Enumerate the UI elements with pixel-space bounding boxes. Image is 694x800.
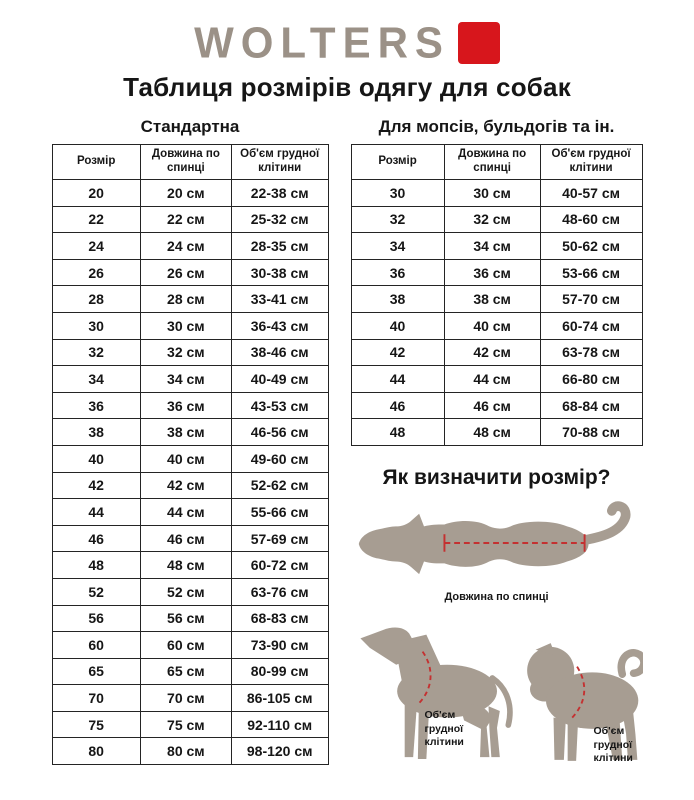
column-header-back-length: Довжина по спинці: [444, 145, 540, 180]
table-cell: 42: [52, 472, 140, 499]
table-cell: 80-99 см: [231, 658, 328, 685]
table-cell: 98-120 см: [231, 738, 328, 765]
table-cell: 44 см: [444, 366, 540, 393]
table-row: [351, 366, 642, 393]
table-cell: 32: [351, 206, 444, 233]
table-cell: 46: [52, 525, 140, 552]
table-row: [52, 366, 328, 393]
table-cell: 28-35 см: [231, 233, 328, 260]
table-cell: 40-49 см: [231, 366, 328, 393]
table-cell: 52: [52, 578, 140, 605]
table-cell: 46-56 см: [231, 419, 328, 446]
table-cell: 52 см: [140, 578, 231, 605]
table-cell: 44: [351, 366, 444, 393]
table-cell: 38: [52, 419, 140, 446]
table-header-row: [351, 145, 642, 180]
table-row: [52, 419, 328, 446]
table-cell: 30 см: [140, 312, 231, 339]
table-cell: 38 см: [444, 286, 540, 313]
chest-label: Об'єм грудної клітини: [593, 724, 633, 765]
table-row: [52, 472, 328, 499]
dog-top-view-silhouette: [351, 496, 643, 588]
table-cell: 36: [52, 392, 140, 419]
table-cell: 38 см: [140, 419, 231, 446]
table-cell: 49-60 см: [231, 445, 328, 472]
table-row: [52, 658, 328, 685]
table-row: [351, 233, 642, 260]
table-row: [52, 711, 328, 738]
chest-diagram: [351, 609, 643, 779]
table-row: [351, 206, 642, 233]
table-cell: 36 см: [444, 259, 540, 286]
table-cell: 68-84 см: [540, 392, 642, 419]
table-cell: 42 см: [140, 472, 231, 499]
table-cell: 36-43 см: [231, 312, 328, 339]
table-row: [52, 685, 328, 712]
table-cell: 46 см: [140, 525, 231, 552]
table-cell: 43-53 см: [231, 392, 328, 419]
table-cell: 53-66 см: [540, 259, 642, 286]
table-cell: 34: [52, 366, 140, 393]
table-cell: 66-80 см: [540, 366, 642, 393]
table-cell: 36: [351, 259, 444, 286]
table-cell: 40-57 см: [540, 180, 642, 207]
table-cell: 56: [52, 605, 140, 632]
table-cell: 63-78 см: [540, 339, 642, 366]
table-cell: 42 см: [444, 339, 540, 366]
table-cell: 65 см: [140, 658, 231, 685]
table-cell: 44 см: [140, 499, 231, 526]
standard-table-title: Стандартна: [140, 117, 240, 136]
table-cell: 60 см: [140, 632, 231, 659]
table-cell: 30: [351, 180, 444, 207]
brand-logo: [0, 0, 694, 66]
table-cell: 32: [52, 339, 140, 366]
table-cell: 80 см: [140, 738, 231, 765]
dog-tail: [584, 506, 625, 540]
table-cell: 38-46 см: [231, 339, 328, 366]
table-cell: 50-62 см: [540, 233, 642, 260]
table-row: [52, 286, 328, 313]
table-cell: 48 см: [140, 552, 231, 579]
table-cell: 40: [351, 312, 444, 339]
pug-size-table: [351, 144, 643, 446]
standard-table-body: [52, 180, 328, 765]
table-cell: 60-72 см: [231, 552, 328, 579]
table-cell: 92-110 см: [231, 711, 328, 738]
table-cell: 32 см: [444, 206, 540, 233]
table-cell: 28: [52, 286, 140, 313]
table-row: [52, 339, 328, 366]
column-header-size: Розмір: [52, 145, 140, 180]
table-row: [52, 499, 328, 526]
table-row: [351, 286, 642, 313]
table-cell: 22: [52, 206, 140, 233]
table-row: [351, 392, 642, 419]
table-cell: 33-41 см: [231, 286, 328, 313]
pugs-column: [351, 117, 643, 779]
table-cell: 26: [52, 259, 140, 286]
table-cell: 42: [351, 339, 444, 366]
table-cell: 20 см: [140, 180, 231, 207]
table-cell: 55-66 см: [231, 499, 328, 526]
table-row: [52, 578, 328, 605]
table-row: [351, 419, 642, 446]
standard-column: [52, 117, 329, 779]
standard-size-table: [52, 144, 329, 765]
table-cell: 57-69 см: [231, 525, 328, 552]
table-cell: 20: [52, 180, 140, 207]
pugs-table-title: Для мопсів, бульдогів та ін.: [378, 117, 615, 136]
table-row: [52, 392, 328, 419]
table-cell: 30 см: [444, 180, 540, 207]
table-cell: 80: [52, 738, 140, 765]
bulldog-tail-curl: [621, 653, 643, 674]
table-cell: 36 см: [140, 392, 231, 419]
table-cell: 48 см: [444, 419, 540, 446]
table-cell: 75: [52, 711, 140, 738]
back-length-label: Довжина по спинці: [444, 590, 549, 603]
table-cell: 56 см: [140, 605, 231, 632]
table-row: [52, 259, 328, 286]
table-row: [52, 312, 328, 339]
table-cell: 40 см: [444, 312, 540, 339]
guide-title: Як визначити розмір?: [382, 465, 611, 489]
table-cell: 70 см: [140, 685, 231, 712]
table-cell: 70-88 см: [540, 419, 642, 446]
table-cell: 22 см: [140, 206, 231, 233]
table-cell: 68-83 см: [231, 605, 328, 632]
table-row: [52, 180, 328, 207]
table-cell: 24 см: [140, 233, 231, 260]
table-cell: 34 см: [444, 233, 540, 260]
table-cell: 75 см: [140, 711, 231, 738]
table-row: [351, 259, 642, 286]
table-cell: 48: [351, 419, 444, 446]
table-row: [52, 445, 328, 472]
table-cell: 34: [351, 233, 444, 260]
table-cell: 60: [52, 632, 140, 659]
table-cell: 57-70 см: [540, 286, 642, 313]
column-header-size: Розмір: [351, 145, 444, 180]
table-cell: 30: [52, 312, 140, 339]
table-cell: 40: [52, 445, 140, 472]
table-row: [52, 738, 328, 765]
column-header-chest: Об'єм грудної клітини: [231, 145, 328, 180]
table-row: [52, 632, 328, 659]
content-columns: [0, 117, 694, 779]
chest-label: Об'єм грудної клітини: [424, 708, 464, 749]
table-cell: 26 см: [140, 259, 231, 286]
table-cell: 52-62 см: [231, 472, 328, 499]
table-cell: 60-74 см: [540, 312, 642, 339]
table-row: [52, 525, 328, 552]
table-cell: 46 см: [444, 392, 540, 419]
table-cell: 34 см: [140, 366, 231, 393]
table-cell: 32 см: [140, 339, 231, 366]
table-cell: 40 см: [140, 445, 231, 472]
table-cell: 44: [52, 499, 140, 526]
table-cell: 65: [52, 658, 140, 685]
back-length-diagram: [351, 496, 643, 603]
column-header-back-length: Довжина по спинці: [140, 145, 231, 180]
table-row: [351, 339, 642, 366]
table-cell: 28 см: [140, 286, 231, 313]
column-header-chest: Об'єм грудної клітини: [540, 145, 642, 180]
table-cell: 46: [351, 392, 444, 419]
table-cell: 30-38 см: [231, 259, 328, 286]
table-cell: 48-60 см: [540, 206, 642, 233]
table-cell: 73-90 см: [231, 632, 328, 659]
brand-logo-text: WOLTERS: [194, 18, 450, 67]
page-title: Таблиця розмірів одягу для собак: [123, 72, 571, 102]
table-row: [351, 312, 642, 339]
table-cell: 86-105 см: [231, 685, 328, 712]
pug-table-body: [351, 180, 642, 446]
table-cell: 25-32 см: [231, 206, 328, 233]
table-row: [52, 233, 328, 260]
table-cell: 24: [52, 233, 140, 260]
table-cell: 48: [52, 552, 140, 579]
table-header-row: [52, 145, 328, 180]
table-row: [52, 206, 328, 233]
table-cell: 38: [351, 286, 444, 313]
table-row: [52, 605, 328, 632]
table-row: [52, 552, 328, 579]
brand-red-square-icon: [458, 22, 500, 64]
table-cell: 70: [52, 685, 140, 712]
table-cell: 22-38 см: [231, 180, 328, 207]
table-row: [351, 180, 642, 207]
table-cell: 63-76 см: [231, 578, 328, 605]
